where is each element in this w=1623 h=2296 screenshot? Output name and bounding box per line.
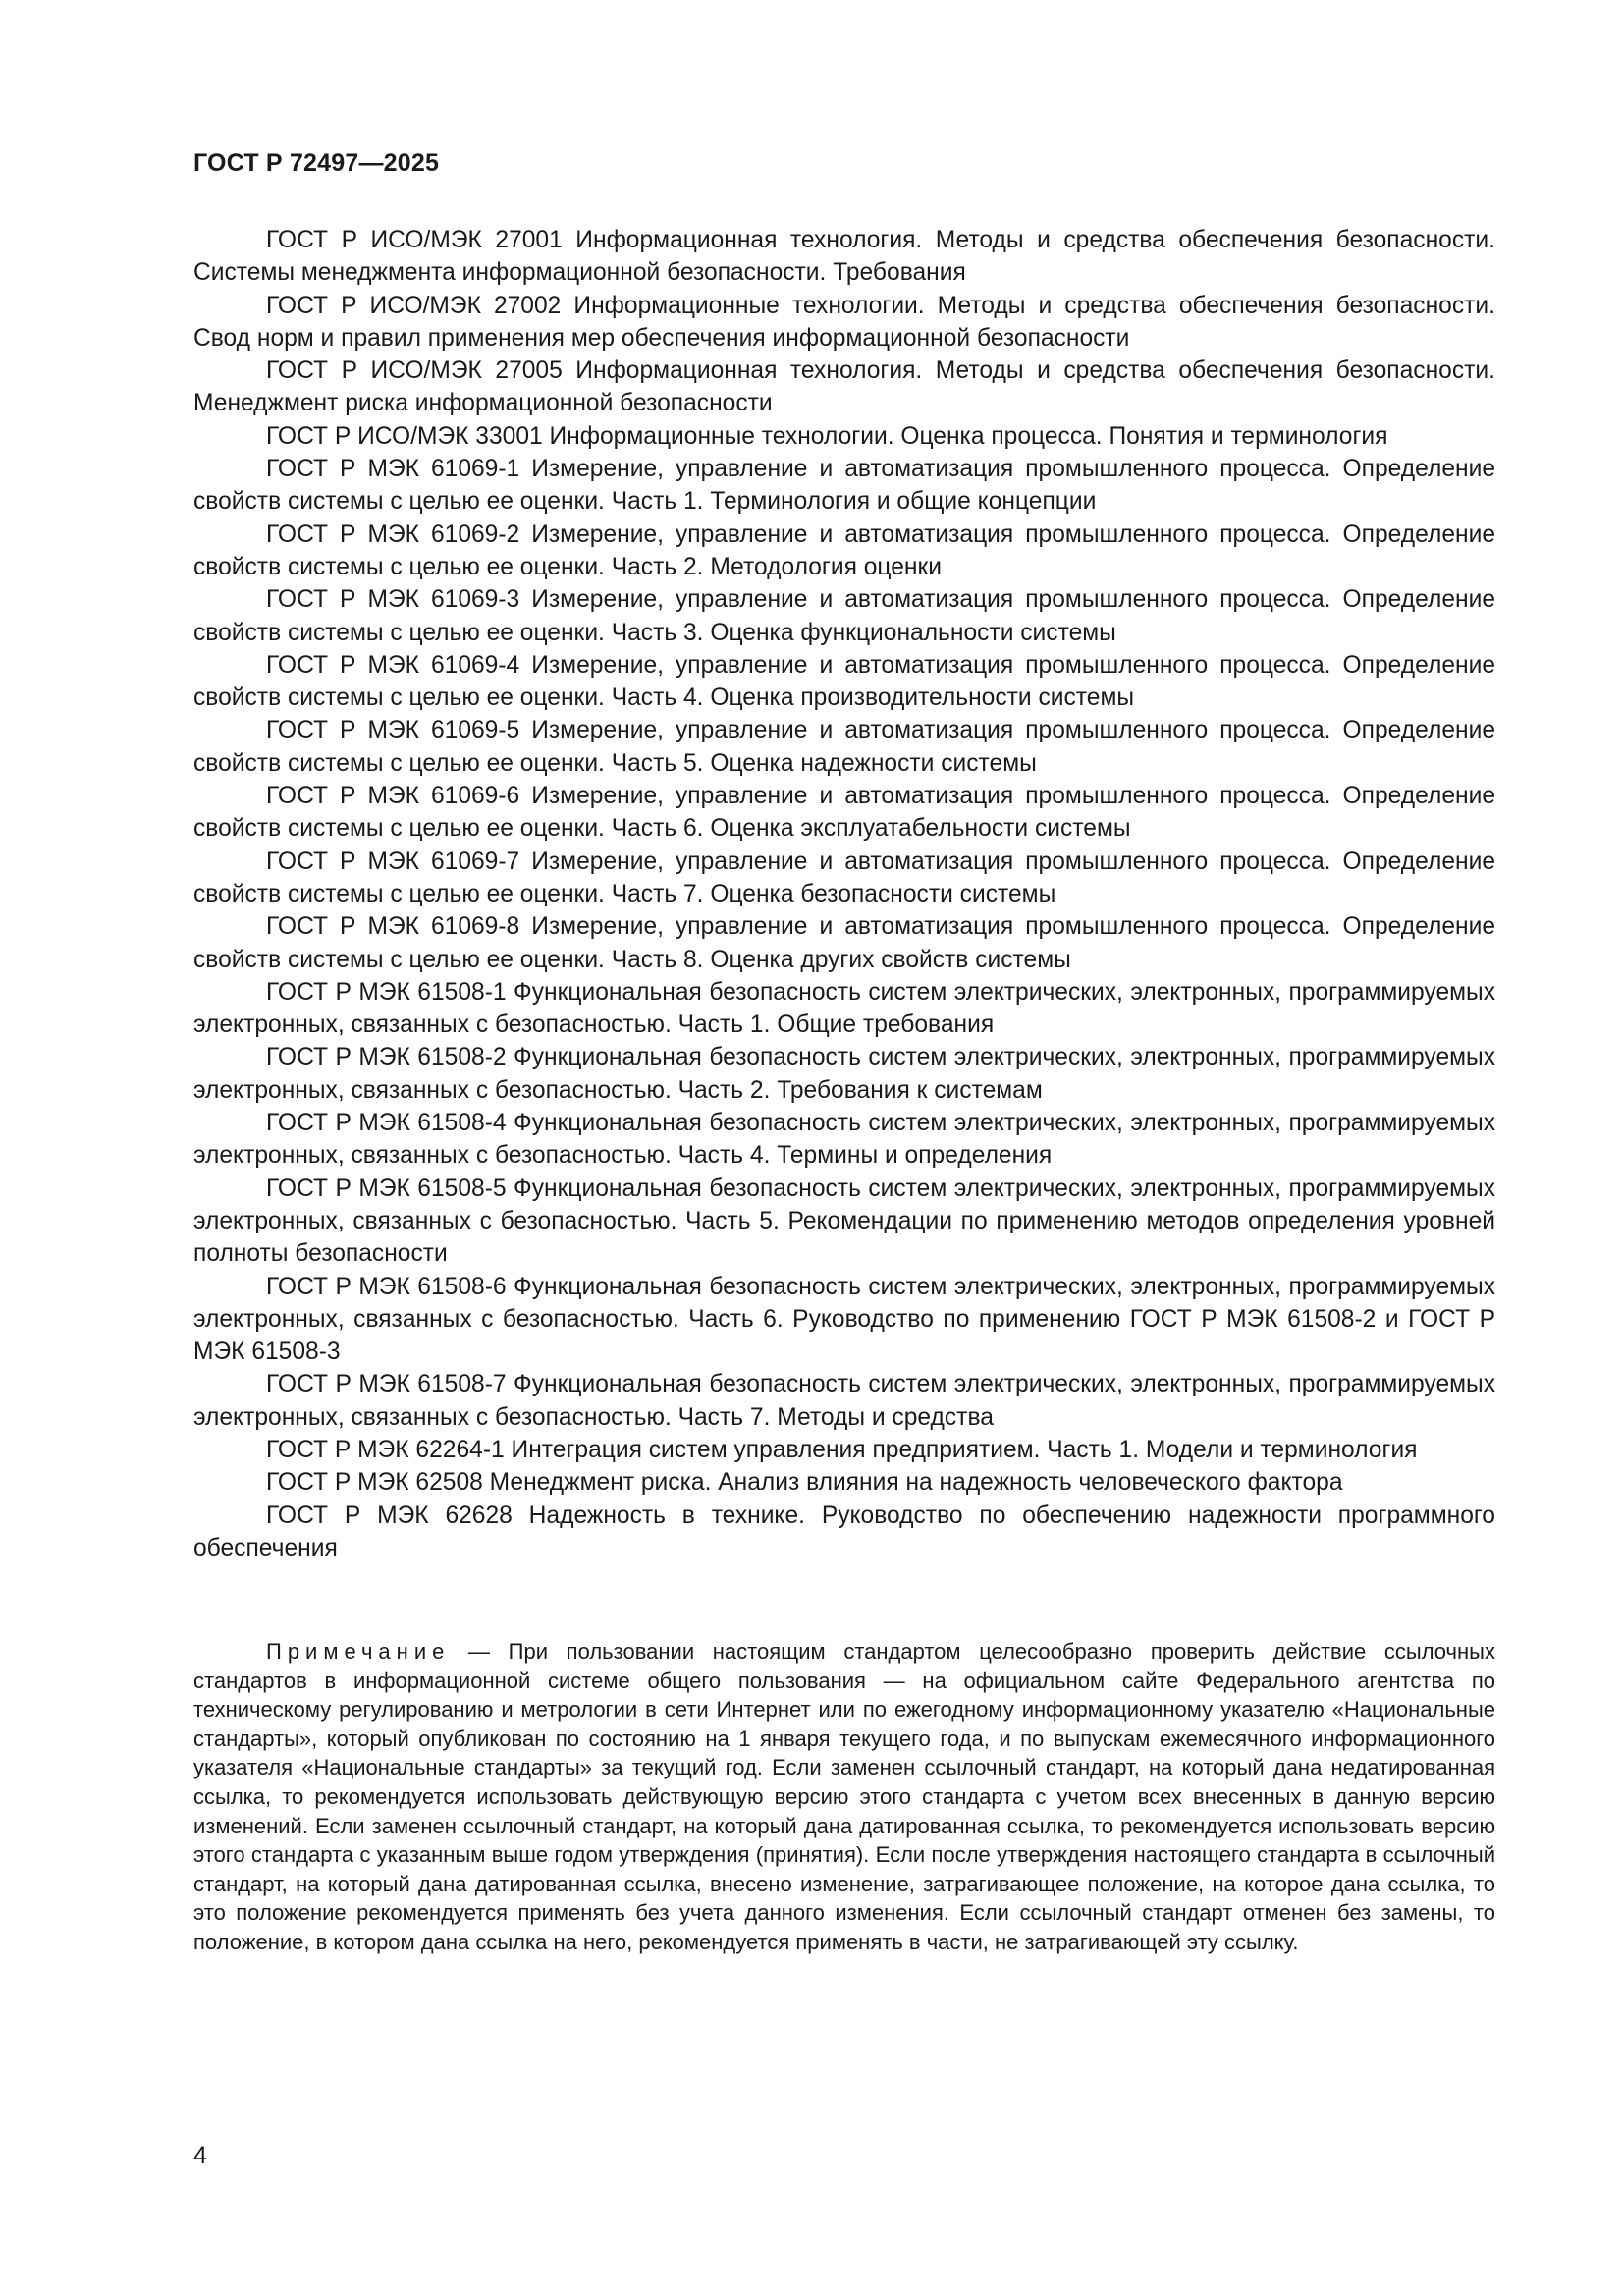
reference-item: ГОСТ Р МЭК 62508 Менеджмент риска. Анализ влияния на надежность человеческого фактора xyxy=(266,1469,1343,1497)
reference-item: ГОСТ Р ИСО/МЭК 27002 Информационные технологии. Методы и средства обеспечения безопасности. Свод норм и правил применения мер обеспечения информационной безопасности xyxy=(193,292,1495,352)
reference-item: ГОСТ Р ИСО/МЭК 27001 Информационная технология. Методы и средства обеспечения безопасности. Системы менеджмента информационной безопасности. Требования xyxy=(193,227,1495,287)
reference-item: ГОСТ Р ИСО/МЭК 27005 Информационная технология. Методы и средства обеспечения безопасности. Менеджмент риска информационной безопасности xyxy=(193,357,1495,417)
note-label: Примечание xyxy=(266,1639,451,1664)
reference-item: ГОСТ Р МЭК 61508-4 Функциональная безопасность систем электрических, электронных, программируемых электронных, связанных с безопасностью. Часть 4. Термины и определения xyxy=(193,1110,1495,1170)
reference-item: ГОСТ Р МЭК 61069-8 Измерение, управление и автоматизация промышленного процесса. Определение свойств системы с целью ее оценки. Часть 8. Оценка других свойств системы xyxy=(193,913,1495,973)
normative-references-list xyxy=(193,224,1495,1564)
reference-item: ГОСТ Р МЭК 62628 Надежность в технике. Руководство по обеспечению надежности программного обеспечения xyxy=(193,1502,1495,1561)
reference-item: ГОСТ Р МЭК 61069-7 Измерение, управление и автоматизация промышленного процесса. Определение свойств системы с целью ее оценки. Часть 7. Оценка безопасности системы xyxy=(193,847,1495,907)
document-code: ГОСТ Р 72497—2025 xyxy=(193,149,440,177)
reference-item: ГОСТ Р МЭК 61508-1 Функциональная безопасность систем электрических, электронных, программируемых электронных, связанных с безопасностью. Часть 1. Общие требования xyxy=(193,978,1495,1039)
reference-item: ГОСТ Р ИСО/МЭК 33001 Информационные технологии. Оценка процесса. Понятия и терминология xyxy=(266,422,1388,450)
reference-item: ГОСТ Р МЭК 61069-3 Измерение, управление и автоматизация промышленного процесса. Определение свойств системы с целью ее оценки. Часть 3. Оценка функциональности системы xyxy=(193,586,1495,646)
reference-item: ГОСТ Р МЭК 61508-2 Функциональная безопасность систем электрических, электронных, программируемых электронных, связанных с безопасностью. Часть 2. Требования к системам xyxy=(193,1044,1495,1104)
reference-item: ГОСТ Р МЭК 61069-2 Измерение, управление и автоматизация промышленного процесса. Определение свойств системы с целью ее оценки. Часть 2. Методология оценки xyxy=(193,520,1495,580)
reference-item: ГОСТ Р МЭК 61069-5 Измерение, управление и автоматизация промышленного процесса. Определение свойств системы с целью ее оценки. Часть 5. Оценка надежности системы xyxy=(193,717,1495,777)
reference-item: ГОСТ Р МЭК 61069-1 Измерение, управление и автоматизация промышленного процесса. Определение свойств системы с целью ее оценки. Часть 1. Терминология и общие концепции xyxy=(193,456,1495,516)
note-paragraph xyxy=(193,1637,1495,1957)
reference-item: ГОСТ Р МЭК 61069-4 Измерение, управление и автоматизация промышленного процесса. Определение свойств системы с целью ее оценки. Часть 4. Оценка производительности системы xyxy=(193,651,1495,712)
reference-item: ГОСТ Р МЭК 61069-6 Измерение, управление и автоматизация промышленного процесса. Определение свойств системы с целью ее оценки. Часть 6. Оценка эксплуатабельности системы xyxy=(193,783,1495,843)
reference-item: ГОСТ Р МЭК 61508-6 Функциональная безопасность систем электрических, электронных, программируемых электронных, связанных с безопасностью. Часть 6. Руководство по применению ГОСТ Р МЭК 61508-2 и ГОСТ Р МЭК 61508-3 xyxy=(193,1273,1495,1366)
reference-item: ГОСТ Р МЭК 61508-5 Функциональная безопасность систем электрических, электронных, программируемых электронных, связанных с безопасностью. Часть 5. Рекомендации по применению методов определения уровней полноты безопасности xyxy=(193,1175,1495,1268)
page-number: 4 xyxy=(193,2142,207,2169)
note-dash: — xyxy=(450,1639,509,1664)
reference-item: ГОСТ Р МЭК 62264-1 Интеграция систем управления предприятием. Часть 1. Модели и терминология xyxy=(266,1436,1418,1463)
reference-item: ГОСТ Р МЭК 61508-7 Функциональная безопасность систем электрических, электронных, программируемых электронных, связанных с безопасностью. Часть 7. Методы и средства xyxy=(193,1371,1495,1431)
note-text: При пользовании настоящим стандартом целесообразно проверить действие ссылочных стандартов в информационной системе общего пользования — на официальном сайте Федерального агентства по техническому регулированию и метрологии в сети Интернет или по ежегодному информационному указателю «Национальные стандарты», который опубликован по состоянию на 1 января текущего года, и по выпускам ежемесячного информационного указателя «Национальные стандарты» за текущий год. Если заменен ссылочный стандарт, на который дана недатированная ссылка, то рекомендуется использовать действующую версию этого стандарта с учетом всех внесенных в данную версию изменений. Если заменен ссылочный стандарт, на который дана датированная ссылка, то рекомендуется использовать версию этого стандарта с указанным выше годом утверждения (принятия). Если после утверждения настоящего стандарта в ссылочный стандарт, на который дана датированная ссылка, внесено изменение, затрагивающее положение, на которое дана ссылка, то это положение рекомендуется применять без учета данного изменения. Если ссылочный стандарт отменен без замены, то положение, в котором дана ссылка на него, рекомендуется применять в части, не затрагивающей эту ссылку. xyxy=(193,1639,1495,1954)
